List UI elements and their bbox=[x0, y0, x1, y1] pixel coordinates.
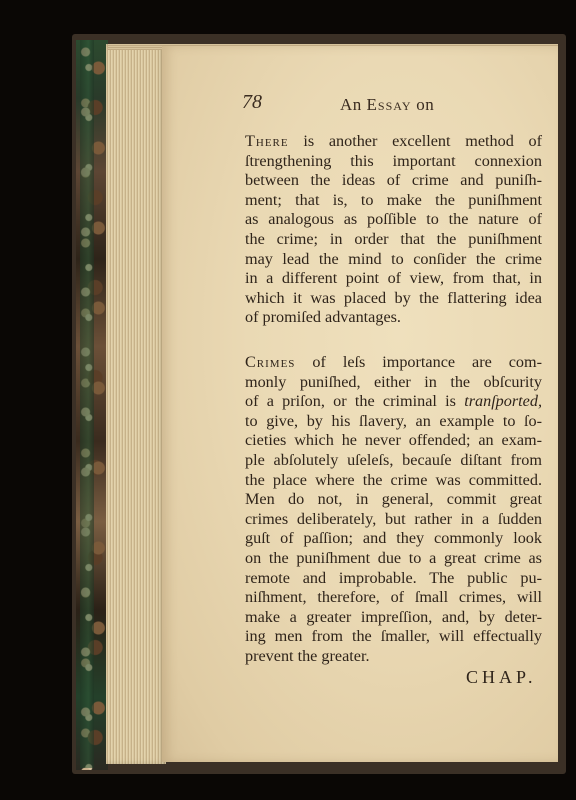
text-line: ing men from the ſmaller, will effectually bbox=[245, 627, 542, 646]
text-line: make a greater impreſſion, and, by deter- bbox=[245, 607, 542, 626]
text-line: in a different point of view, from that, in bbox=[245, 269, 542, 288]
paragraph-lead-word: Crimes bbox=[245, 353, 296, 371]
paragraph-2 bbox=[245, 353, 542, 667]
text-line: cieties which he never offended; an exam- bbox=[245, 431, 542, 450]
text-line: guſt of paſſion; and they commonly look bbox=[245, 529, 542, 548]
running-head-tail: on bbox=[416, 95, 435, 114]
text-line: ſtrengthening this important connexion bbox=[245, 151, 542, 170]
text-line: monly puniſhed, either in the obſcurity bbox=[245, 372, 542, 391]
text-line: as analogous as poſſible to the nature of bbox=[245, 210, 542, 229]
text-line: between the ideas of crime and puniſh- bbox=[245, 171, 542, 190]
text-line: which it was placed by the flattering idea bbox=[245, 288, 542, 307]
text-line: remote and improbable. The public pu- bbox=[245, 568, 542, 587]
text-line: the place where the crime was committed. bbox=[245, 470, 542, 489]
running-head-lead: An bbox=[340, 95, 362, 114]
text-line: to give, by his ſlavery, an example to ſo- bbox=[245, 411, 542, 430]
text-line: on the puniſhment due to a great crime as bbox=[245, 548, 542, 567]
text-line: crimes deliberately, but rather in a ſudden bbox=[245, 509, 542, 528]
leather-spine-edge bbox=[80, 40, 94, 768]
text-line: There is another excellent method of bbox=[245, 132, 542, 150]
text-line: Crimes of leſs importance are com- bbox=[245, 353, 542, 371]
paragraph-1 bbox=[245, 132, 542, 328]
paragraph-lead-word: There bbox=[245, 132, 289, 150]
page-number: 78 bbox=[242, 91, 262, 113]
page-edges bbox=[106, 44, 166, 764]
page-header bbox=[242, 91, 542, 117]
italic-word: tranſported, bbox=[464, 392, 542, 411]
text-line: the crime; in order that the puniſhment bbox=[245, 229, 542, 248]
text-line: may lead the mind to conſider the crime bbox=[245, 249, 542, 268]
text-line: prevent the greater. bbox=[245, 646, 370, 665]
text-line: ple abſolutely uſeleſs, becauſe diſtant from bbox=[245, 450, 542, 469]
text-line: of promiſed advantages. bbox=[245, 308, 401, 327]
running-head-word: Essay bbox=[366, 95, 412, 114]
text-line: ment; that is, to make the puniſhment bbox=[245, 190, 542, 209]
text-line: Men do not, in general, commit great bbox=[245, 490, 542, 509]
text-line: niſhment, therefore, of ſmall crimes, will bbox=[245, 588, 542, 607]
text-line: of a priſon, or the criminal is tranſported, bbox=[245, 392, 542, 411]
catchword: CHAP. bbox=[466, 667, 537, 687]
running-head bbox=[340, 95, 434, 115]
